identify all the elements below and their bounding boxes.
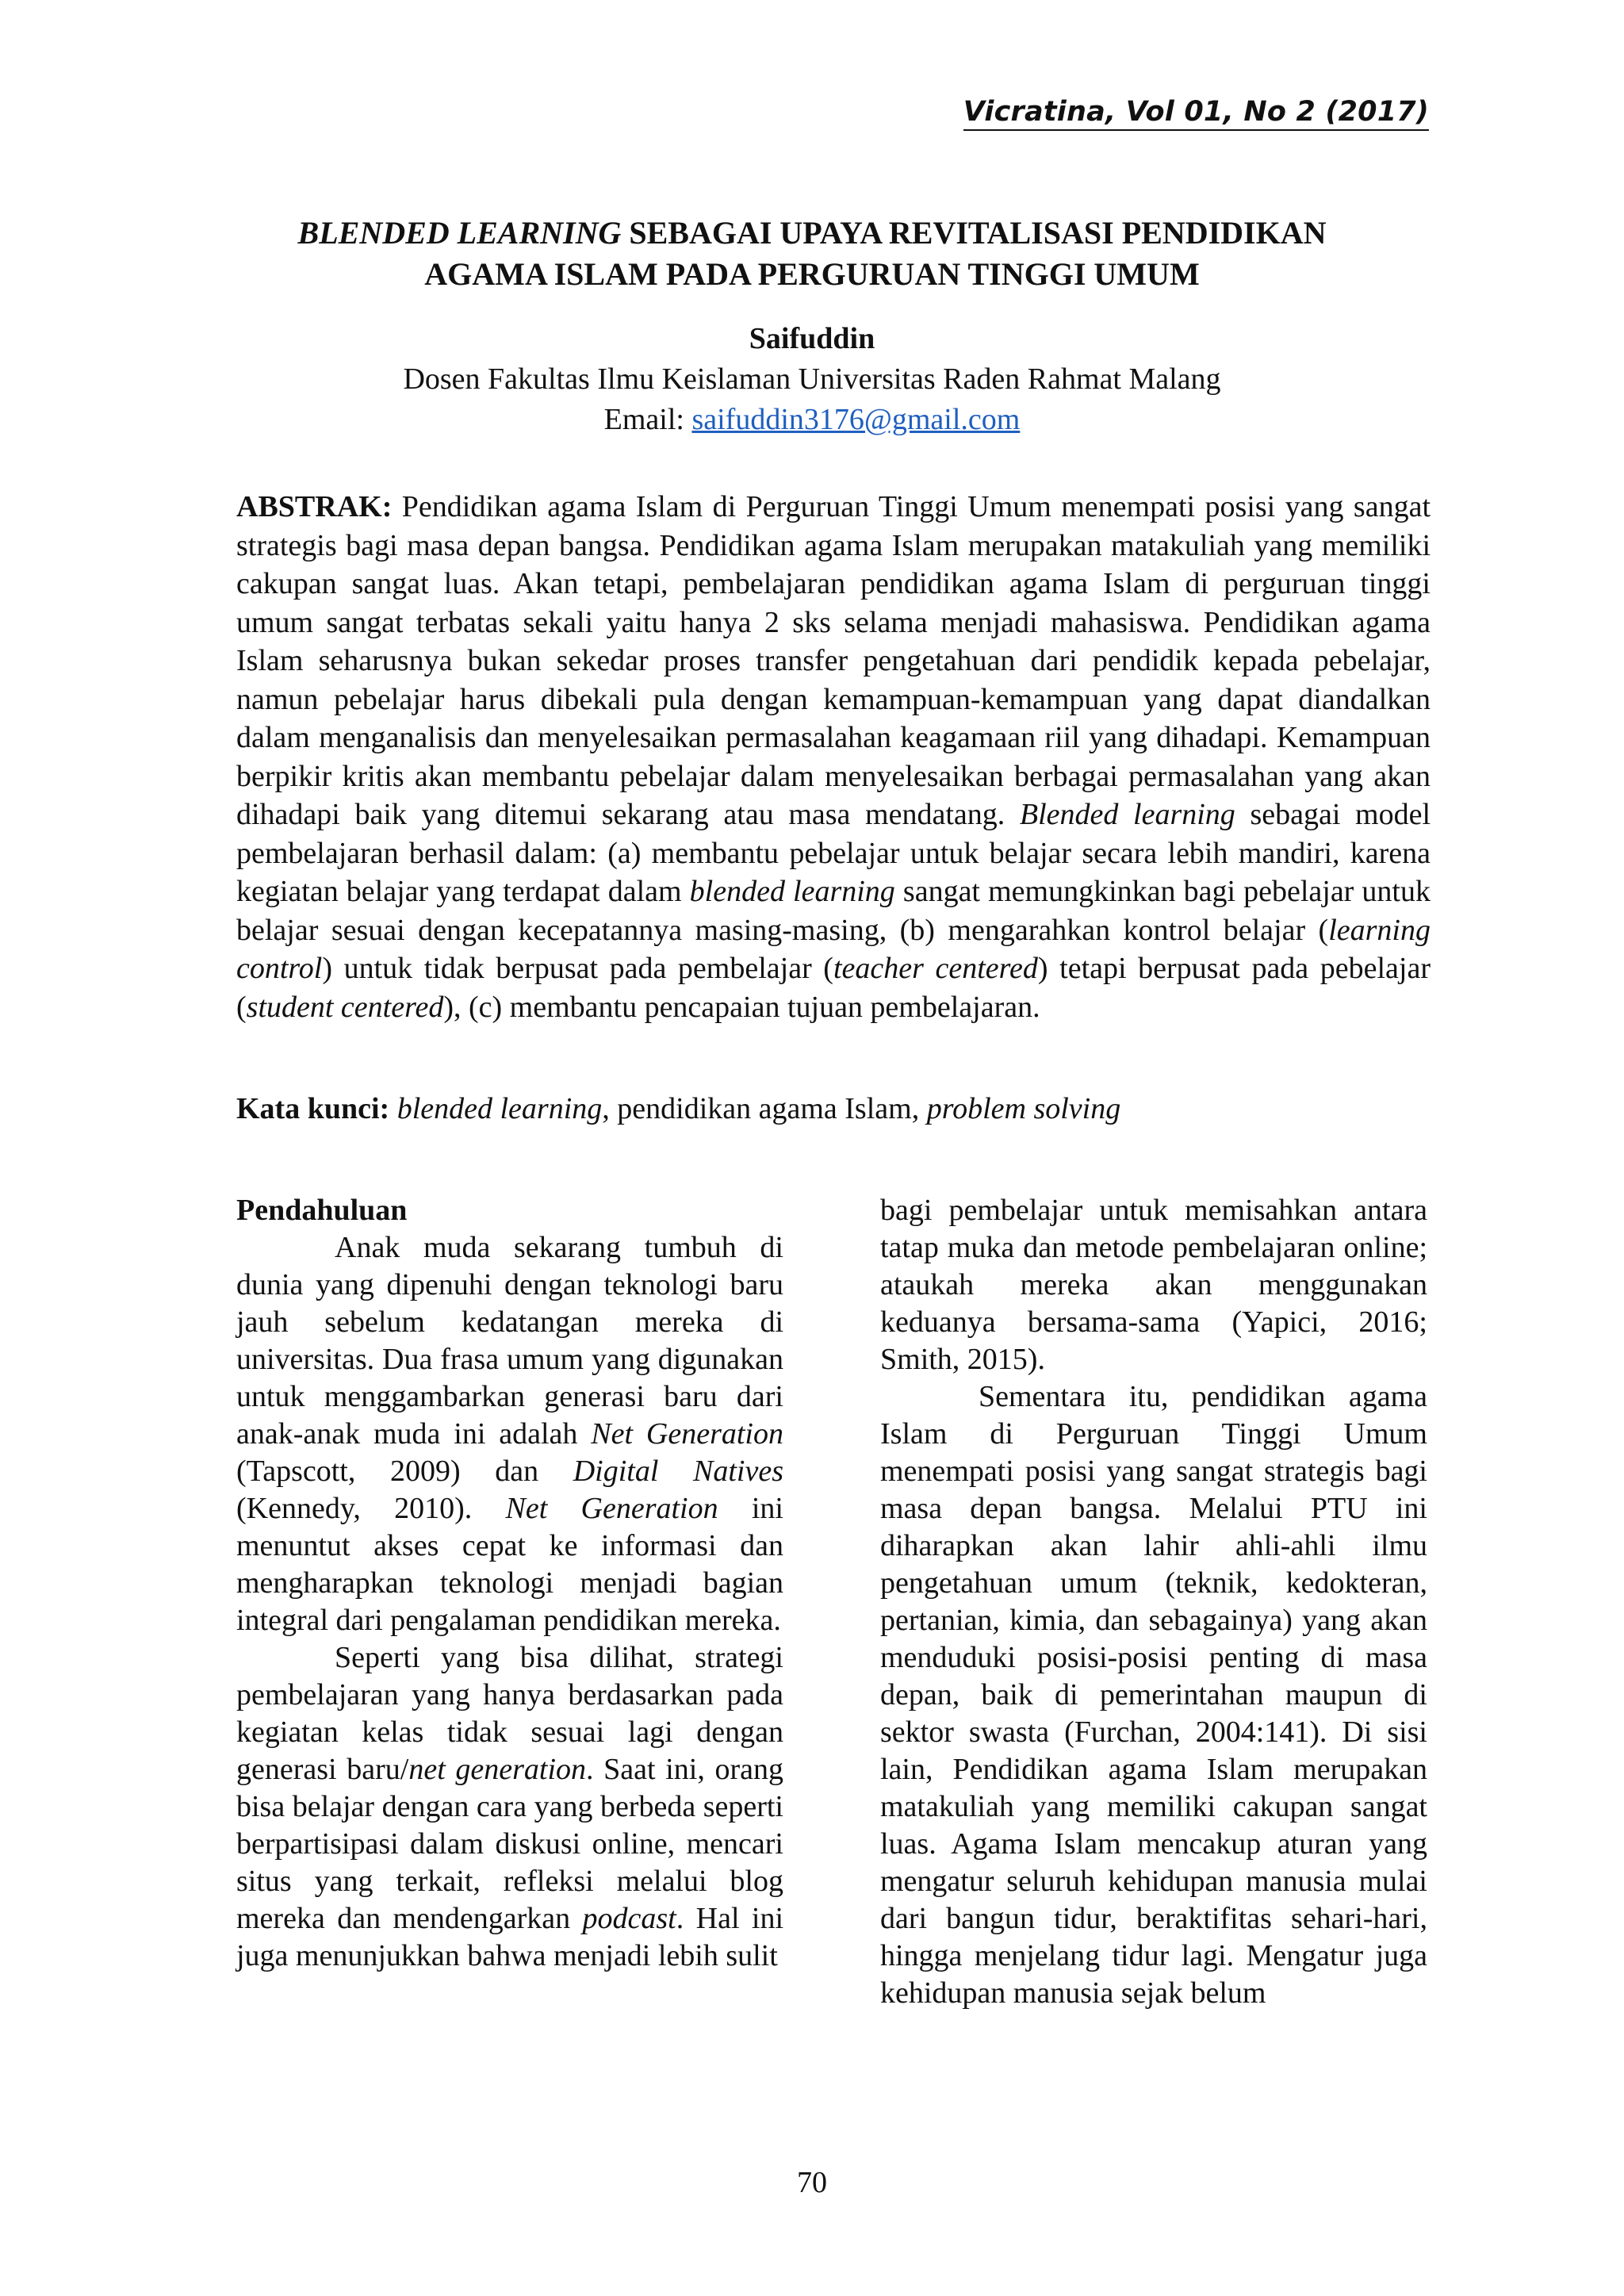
paper-title bbox=[238, 213, 1386, 295]
left-p2-italic-2: podcast bbox=[582, 1902, 676, 1935]
abstract-text-5: ) tetapi berpusat pada pebelajar ( bbox=[236, 952, 1431, 1024]
page-number: 70 bbox=[797, 2166, 827, 2199]
left-p2-italic-1: net generation bbox=[408, 1753, 587, 1786]
abstract-text-2: sebagai model pembelajaran berhasil dalam: (a) membantu pebelajar untuk belajar secara lebih mandiri, karena kegiatan belajar yang terdapat dalam bbox=[236, 798, 1431, 908]
left-p1-text-4: ini menuntut akses cepat ke informasi dan mengharapkan teknologi menjadi bagian integral dari pengalaman pendidikan mereka. bbox=[236, 1492, 783, 1637]
email-link[interactable]: saifuddin3176@gmail.com bbox=[691, 403, 1021, 436]
author-affiliation: Dosen Fakultas Ilmu Keislaman Universitas Raden Rahmat Malang bbox=[403, 362, 1221, 396]
journal-header: Vicratina, Vol 01, No 2 (2017) bbox=[963, 95, 1429, 131]
author-block bbox=[238, 319, 1386, 440]
author-name: Saifuddin bbox=[749, 322, 875, 355]
abstract-text-1: Pendidikan agama Islam di Perguruan Tinggi Umum menempati posisi yang sangat strategis bagi masa depan bangsa. Pendidikan agama Islam merupakan matakuliah yang memiliki cakupan sangat luas. Akan tetapi, pembelajaran pendidikan agama Islam di perguruan tinggi umum sangat terbatas sekali yaitu hanya 2 sks selama menjadi mahasiswa. Pendidikan agama Islam seharusnya bukan sekedar proses transfer pengetahuan dari pendidik kepada pebelajar, namun pebelajar harus dibekali pula dengan kemampuan-kemampuan yang dapat diandalkan dalam menganalisis dan menyelesaikan permasalahan keagamaan riil yang dihadapi. Kemampuan berpikir kritis akan membantu pebelajar dalam menyelesaikan berbagai permasalahan yang akan dihadapi baik yang ditemui sekarang atau masa mendatang. bbox=[236, 490, 1431, 831]
left-p1-italic-2: Digital Natives bbox=[573, 1455, 784, 1488]
email-label: Email: bbox=[603, 403, 692, 436]
title-line-1 bbox=[238, 213, 1386, 254]
left-p1-text-2: (Tapscott, 2009) dan bbox=[236, 1455, 573, 1488]
left-paragraph-2 bbox=[236, 1639, 783, 1975]
left-p2-text-3: . Hal ini juga menunjukkan bahwa menjadi lebih sulit bbox=[236, 1902, 784, 1972]
abstract-text-3: sangat memungkinkan bagi pebelajar untuk belajar sesuai dengan kecepatannya masing-masing, (b) mengarahkan kontrol belajar ( bbox=[236, 875, 1431, 947]
left-p1-text-1: Anak muda sekarang tumbuh di dunia yang dipenuhi dengan teknologi baru jauh sebelum kedatangan mereka di universitas. Dua frasa umum yang digunakan untuk menggambarkan generasi baru dari anak-anak muda ini adalah bbox=[236, 1231, 783, 1451]
left-p2-text-1: Seperti yang bisa dilihat, strategi pembelajaran yang hanya berdasarkan pada kegiatan kelas tidak sesuai lagi dengan generasi baru/ bbox=[236, 1641, 783, 1786]
left-p1-italic-1: Net Generation bbox=[591, 1417, 783, 1451]
keywords-label: Kata kunci: bbox=[236, 1092, 390, 1125]
abstract-italic-5: student centered bbox=[246, 990, 444, 1024]
title-line-2: AGAMA ISLAM PADA PERGURUAN TINGGI UMUM bbox=[424, 256, 1200, 292]
left-paragraph-1 bbox=[236, 1229, 783, 1639]
right-paragraph-2: Sementara itu, pendidikan agama Islam di Perguruan Tinggi Umum menempati posisi yang sangat strategis bagi masa depan bangsa. Melalui PTU ini diharapkan akan lahir ahli-ahli ilmu pengetahuan umum (teknik, kedokteran, pertanian, kimia, dan sebagainya) yang akan menduduki posisi-posisi penting di masa depan, baik di pemerintahan maupun di sektor swasta (Furchan, 2004:141). Di sisi lain, Pendidikan agama Islam merupakan matakuliah yang memiliki cakupan sangat luas. Agama Islam mencakup aturan yang mengatur seluruh kehidupan manusia mulai dari bangun tidur, beraktifitas sehari-hari, hingga menjelang tidur lagi. Mengatur juga kehidupan manusia sejak belum bbox=[880, 1380, 1427, 2010]
keywords-text: , pendidikan agama Islam, bbox=[602, 1092, 927, 1125]
title-italic-term: BLENDED LEARNING bbox=[297, 215, 622, 251]
abstract-italic-2: blended learning bbox=[689, 875, 895, 908]
abstract-text-6: ), (c) membantu pencapaian tujuan pembelajaran. bbox=[443, 990, 1040, 1024]
title-line-1-rest: SEBAGAI UPAYA REVITALISASI PENDIDIKAN bbox=[621, 215, 1327, 251]
keyword-italic-1: blended learning bbox=[396, 1092, 603, 1125]
keyword-italic-2: problem solving bbox=[926, 1092, 1121, 1125]
left-p1-text-3: (Kennedy, 2010). bbox=[236, 1492, 506, 1525]
abstract-label: ABSTRAK: bbox=[236, 490, 393, 523]
abstract-italic-4: teacher centered bbox=[833, 952, 1038, 985]
left-p2-text-2: . Saat ini, orang bisa belajar dengan cara yang berbeda seperti berpartisipasi dalam diskusi online, mencari situs yang terkait, refleksi melalui blog mereka dan mendengarkan bbox=[236, 1753, 784, 1935]
abstract-text-4: ) untuk tidak berpusat pada pembelajar ( bbox=[322, 952, 833, 985]
abstract-italic-1: Blended learning bbox=[1019, 798, 1235, 831]
abstract bbox=[236, 488, 1431, 1026]
right-column bbox=[880, 1192, 1427, 2012]
section-heading-pendahuluan: Pendahuluan bbox=[236, 1194, 408, 1227]
left-p1-italic-3: Net Generation bbox=[505, 1492, 718, 1525]
left-column bbox=[236, 1192, 783, 1975]
abstract-italic-3: learning control bbox=[236, 913, 1431, 985]
right-paragraph-1: bagi pembelajar untuk memisahkan antara tatap muka dan metode pembelajaran online; ataukah mereka akan menggunakan keduanya bersama-sama (Yapici, 2016; Smith, 2015). bbox=[880, 1194, 1427, 1376]
keywords bbox=[236, 1090, 1431, 1128]
author-email-line bbox=[238, 400, 1386, 440]
